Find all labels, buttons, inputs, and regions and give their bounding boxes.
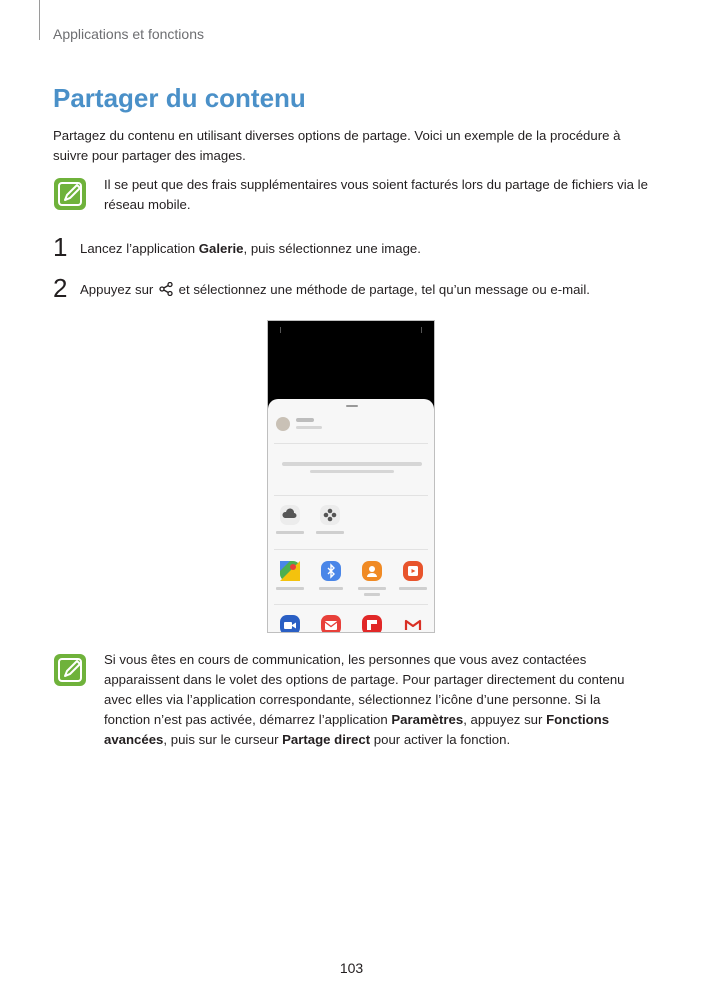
intro-paragraph: [53, 126, 653, 166]
status-bar-left: [280, 327, 284, 333]
app-label: [276, 587, 304, 590]
direct-share-blur-1: [282, 462, 422, 466]
step-1-bold: Galerie: [198, 241, 244, 256]
cloud-icon[interactable]: [280, 505, 300, 525]
intro-line-2: suivre pour partager des images.: [53, 148, 246, 163]
contact-sub-blur: [296, 426, 322, 429]
note-fees-line-2: réseau mobile.: [104, 197, 191, 212]
note-direct-line-4-mid: , appuyez sur: [463, 712, 547, 727]
step-2-text: [80, 281, 590, 301]
header-rule: [39, 0, 40, 40]
gmail-icon[interactable]: [403, 615, 423, 633]
step-1-after: , puis sélectionnez une image.: [243, 241, 421, 256]
page-number: 103: [339, 960, 364, 976]
email-icon[interactable]: [321, 615, 341, 633]
note-direct-line-3: avec elles via l’application correspondante, sélectionnez l’icône d’une personne. Si la: [104, 692, 601, 707]
avancees-label: avancées: [104, 732, 164, 747]
note-fees: [104, 175, 652, 215]
maps-icon[interactable]: [280, 561, 300, 581]
app-label: [276, 531, 304, 534]
app-label: [316, 531, 344, 534]
sheet-divider: [274, 604, 428, 605]
partage-direct-label: Partage direct: [282, 732, 371, 747]
note-pencil-icon: [54, 654, 86, 686]
step-1-text: [80, 240, 421, 258]
app-label: [364, 593, 380, 596]
contact-avatar: [276, 417, 290, 431]
flower-icon[interactable]: [320, 505, 340, 525]
step-1-before: Lancez l’application: [80, 241, 199, 256]
app-label: [319, 587, 343, 590]
contact-name-blur: [296, 418, 314, 422]
section-header: Applications et fonctions: [53, 26, 204, 42]
note-direct-line-5-after: pour activer la fonction.: [370, 732, 511, 747]
share-icon: [159, 282, 173, 301]
note-direct-line-2: apparaissent dans le volet des options de partage. Pour partager directement du contenu: [104, 672, 625, 687]
contact-icon[interactable]: [362, 561, 382, 581]
step-1-number: 1: [53, 232, 68, 262]
sheet-divider: [274, 549, 428, 550]
video-icon[interactable]: [280, 615, 300, 633]
note-direct-share: [104, 650, 652, 750]
bluetooth-icon[interactable]: [321, 561, 341, 581]
note-direct-line-4: fonction n’est pas activée, démarrez l’application: [104, 712, 392, 727]
step-2-after: et sélectionnez une méthode de partage, tel qu’un message ou e-mail.: [178, 282, 590, 297]
page-title: Partager du contenu: [53, 83, 306, 113]
direct-share-blur-2: [310, 470, 394, 473]
sheet-divider: [274, 443, 428, 444]
note-fees-line-1: Il se peut que des frais supplémentaires vous soient facturés lors du partage de fichiers via le: [104, 177, 648, 192]
slides-icon[interactable]: [403, 561, 423, 581]
note-direct-line-5-mid: , puis sur le curseur: [163, 732, 283, 747]
app-label: [399, 587, 427, 590]
share-sheet: [268, 399, 434, 633]
note-pencil-icon: [54, 178, 86, 210]
flipboard-icon[interactable]: [362, 615, 382, 633]
app-label: [358, 587, 386, 590]
step-2-before: Appuyez sur: [80, 282, 154, 297]
parametres-label: Paramètres: [391, 712, 464, 727]
phone-screenshot: [267, 320, 435, 633]
sheet-divider: [274, 495, 428, 496]
note-direct-line-1: Si vous êtes en cours de communication, les personnes que vous avez contactées: [104, 652, 587, 667]
fonctions-label: Fonctions: [546, 712, 610, 727]
step-2-number: 2: [53, 273, 68, 303]
status-bar-right: [421, 327, 422, 333]
intro-line-1: Partagez du contenu en utilisant diverses options de partage. Voici un exemple de la procédure à: [53, 128, 621, 143]
sheet-handle: [346, 405, 358, 407]
